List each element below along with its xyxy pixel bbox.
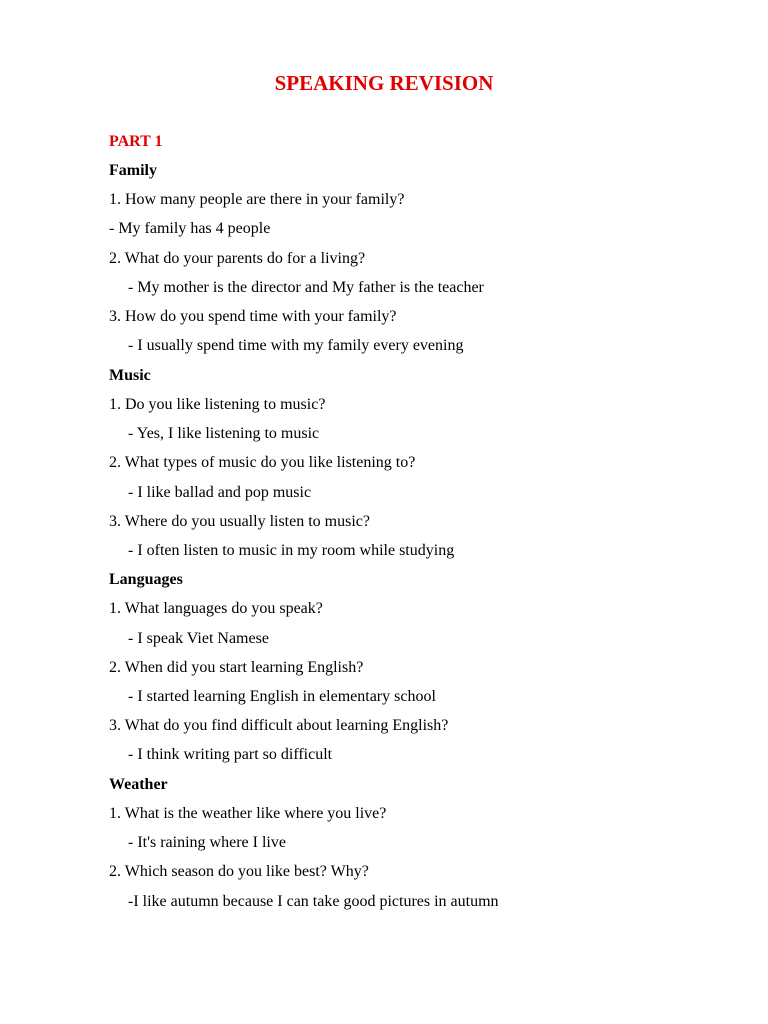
question-text: 3. How do you spend time with your family? [109,308,397,325]
part-label: PART 1 [109,133,163,150]
answer-text: - It's raining where I live [128,834,286,851]
question-text: 1. How many people are there in your family? [109,191,405,208]
question-text: 2. What types of music do you like listening to? [109,454,416,471]
question-text: 3. What do you find difficult about learning English? [109,717,449,734]
answer-text: - My mother is the director and My father is the teacher [128,279,484,296]
answer-text: - I usually spend time with my family every evening [128,337,464,354]
answer-text: - I often listen to music in my room while studying [128,542,455,559]
answer-text: - I think writing part so difficult [128,746,333,763]
answer-text: - Yes, I like listening to music [128,425,320,442]
section-heading-family: Family [109,162,157,179]
answer-text: - I started learning English in elementary school [128,688,436,705]
answer-text: - My family has 4 people [109,220,271,237]
answer-text: - I like ballad and pop music [128,484,312,501]
section-heading-languages: Languages [109,571,183,588]
question-text: 1. What languages do you speak? [109,600,323,617]
question-text: 2. When did you start learning English? [109,659,364,676]
question-text: 1. Do you like listening to music? [109,396,326,413]
section-heading-music: Music [109,367,151,384]
question-text: 2. What do your parents do for a living? [109,250,366,267]
answer-text: -I like autumn because I can take good pictures in autumn [128,893,499,910]
question-text: 3. Where do you usually listen to music? [109,513,370,530]
question-text: 1. What is the weather like where you live? [109,805,387,822]
answer-text: - I speak Viet Namese [128,630,269,647]
page-title: SPEAKING REVISION [274,71,494,95]
question-text: 2. Which season do you like best? Why? [109,863,369,880]
section-heading-weather: Weather [109,776,168,793]
